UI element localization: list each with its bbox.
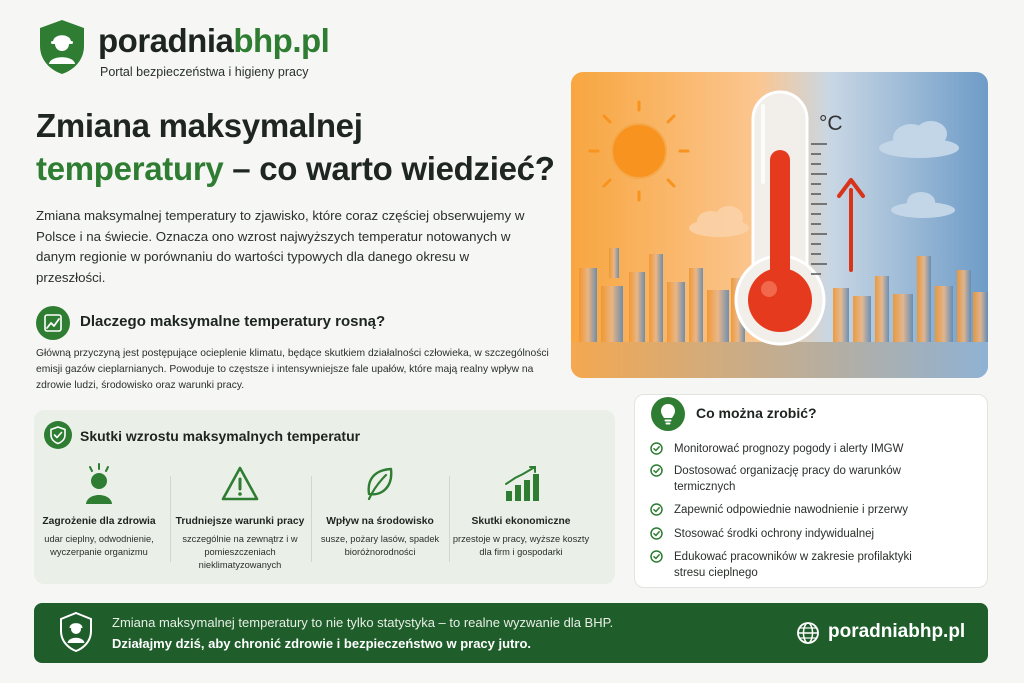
bar-chart-icon [452, 462, 590, 506]
warning-triangle-icon [171, 462, 309, 506]
todo-item [650, 463, 980, 495]
todo-text: Dostosować organizację pracy do warunków termicznych [674, 465, 901, 493]
footer-line2: Działajmy dziś, aby chronić zdrowie i bezpieczeństwo w pracy jutro. [112, 636, 531, 651]
todo-text: Zapewnić odpowiednie nawodnienie i przerwy [674, 504, 908, 516]
todo-heading: Co można zrobić? [696, 405, 817, 421]
intro-paragraph: Zmiana maksymalnej temperatury to zjawisko, które coraz częściej obserwujemy w Polsce i na świecie. Oznacza ono wzrost najwyższych temperatur notowanych w danym regionie w porównaniu do wartości typowych dla danego okresu w przeszłości. [36, 208, 525, 285]
todo-item [650, 441, 980, 457]
heat-illustration [571, 72, 988, 378]
tagline: Portal bezpieczeństwa i higieny pracy [100, 65, 309, 79]
page-title-highlight: temperatury [36, 150, 224, 187]
person-heat-icon [30, 462, 168, 506]
why-text: Główną przyczyną jest postępujące ocieplenie klimatu, będące skutkiem działalności człowieka, w szczególności emisji gazów cieplarnianych. Powoduje to częstsze i intensywniejsze fale upałów, które mają realny wpływ na zdrowie ludzi, środowisko oraz warunki pracy. [36, 348, 549, 391]
effect-desc: przestoje w pracy, wyższe koszty dla firm i gospodarki [452, 534, 590, 557]
check-circle-icon [650, 503, 663, 516]
celsius-label: °C [819, 112, 843, 135]
trend-up-icon [36, 306, 70, 340]
effect-desc: susze, pożary lasów, spadek bioróżnorodności [320, 534, 440, 557]
page-title-line2 [36, 150, 555, 188]
todo-text: Stosować środki ochrony indywidualnej [674, 528, 875, 540]
check-circle-icon [650, 464, 663, 477]
effect-item [30, 462, 168, 559]
why-heading: Dlaczego maksymalne temperatury rosną? [80, 313, 386, 330]
todo-text: Edukować pracowników w zakresie profilaktyki stresu cieplnego [674, 551, 912, 579]
page-title-rest: – co warto wiedzieć? [223, 150, 555, 187]
todo-item [650, 526, 980, 542]
effect-item [452, 462, 590, 559]
effect-desc: udar cieplny, odwodnienie, wyczerpanie organizmu [44, 534, 154, 557]
logo-shield-icon [36, 18, 88, 76]
shield-check-icon [44, 421, 72, 449]
effect-title: Skutki ekonomiczne [471, 516, 571, 527]
effect-item [171, 462, 309, 572]
effect-title: Wpływ na środowisko [326, 516, 434, 527]
effect-item [311, 462, 449, 559]
worker-shield-icon [58, 611, 94, 653]
leaf-icon [311, 462, 449, 506]
brand-part1: poradnia [98, 22, 234, 59]
effect-desc: szczególnie na zewnątrz i w pomieszczeniach nieklimatyzowanych [182, 534, 298, 570]
effect-title: Trudniejsze warunki pracy [175, 516, 305, 527]
effect-title: Zagrożenie dla zdrowia [42, 516, 156, 527]
brand-name[interactable] [98, 22, 329, 60]
lightbulb-icon [651, 397, 685, 431]
todo-item [650, 502, 980, 518]
todo-item [650, 549, 980, 581]
page-title-line1: Zmiana maksymalnej [36, 107, 363, 144]
brand-part2: bhp.pl [233, 22, 330, 59]
check-circle-icon [650, 442, 663, 455]
todo-text: Monitorować prognozy pogody i alerty IMGW [674, 443, 904, 455]
footer-website-link[interactable]: poradniabhp.pl [828, 621, 966, 642]
divider [449, 476, 450, 562]
globe-icon [796, 621, 820, 645]
check-circle-icon [650, 527, 663, 540]
footer-line1: Zmiana maksymalnej temperatury to nie tylko statystyka – to realne wyzwanie dla BHP. [112, 615, 614, 630]
effects-heading: Skutki wzrostu maksymalnych temperatur [80, 428, 361, 444]
check-circle-icon [650, 550, 663, 563]
